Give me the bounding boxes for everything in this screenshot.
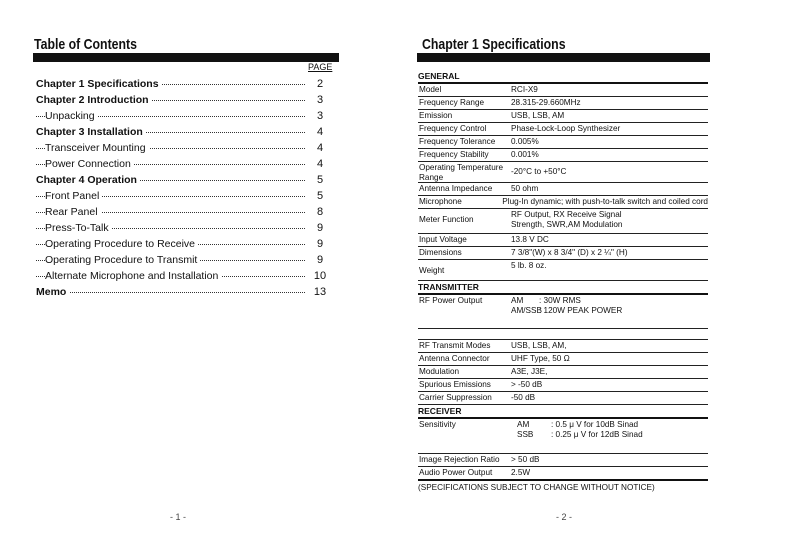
- leader-dots: [36, 292, 305, 293]
- toc-entry[interactable]: Memo 13: [36, 286, 327, 298]
- spec-row: Frequency Stability 0.001%: [418, 149, 708, 162]
- toc-title: Table of Contents: [34, 36, 137, 53]
- toc-entry[interactable]: Chapter 2 Introduction 3: [36, 94, 324, 106]
- spec-row: Modulation A3E, J3E,: [418, 366, 708, 379]
- spec-row: Audio Power Output 2.5W: [418, 467, 708, 481]
- spec-note: (SPECIFICATIONS SUBJECT TO CHANGE WITHOUT NOTICE): [418, 483, 655, 493]
- toc-entry[interactable]: Unpacking 3: [36, 108, 331, 124]
- spec-row: RF Transmit Modes USB, LSB, AM,: [418, 339, 708, 353]
- spec-row: Frequency Control Phase-Lock-Loop Synthesizer: [418, 123, 708, 136]
- receiver-header: RECEIVER: [418, 405, 708, 419]
- spec-title: Chapter 1 Specifications: [422, 36, 566, 53]
- spec-title-bar: [417, 53, 710, 62]
- toc-entry[interactable]: Alternate Microphone and Installation 10: [36, 268, 331, 284]
- toc-entry[interactable]: Rear Panel 8: [36, 204, 331, 220]
- toc-list: [36, 76, 331, 300]
- toc-entry[interactable]: Power Connection 4: [36, 156, 331, 172]
- toc-title-bar: [33, 53, 339, 62]
- toc-entry[interactable]: Operating Procedure to Transmit 9: [36, 252, 331, 268]
- spec-row: Weight 5 lb. 8 oz.: [418, 260, 708, 281]
- spec-row: Microphone Plug-In dynamic; with push-to-talk switch and coiled cord: [418, 196, 708, 209]
- right-page-number: - 2 -: [556, 512, 573, 522]
- spec-row: Frequency Range 28.315-29.660MHz: [418, 97, 708, 110]
- toc-page-header: PAGE: [308, 62, 333, 72]
- spec-row: Meter Function RF Output, RX Receive Signal Strength, SWR,AM Modulation: [418, 209, 708, 234]
- toc-entry[interactable]: Transceiver Mounting 4: [36, 140, 331, 156]
- toc-entry[interactable]: Chapter 3 Installation 4: [36, 126, 324, 138]
- spec-row: Antenna Impedance 50 ohm: [418, 183, 708, 196]
- spec-row: Model RCI-X9: [418, 84, 708, 97]
- spec-row: Sensitivity AM : 0.5 μ V for 10dB Sinad SSB : 0.25 μ V for 12dB Sinad: [419, 420, 643, 440]
- toc-entry[interactable]: Chapter 4 Operation 5: [36, 174, 324, 186]
- spec-row: Image Rejection Ratio > 50 dB: [418, 453, 708, 467]
- spec-table: [418, 70, 708, 493]
- spec-row: Dimensions 7 3/8"(W) x 8 3/4" (D) x 2 ¼" (H): [418, 247, 708, 260]
- toc-entry[interactable]: Front Panel 5: [36, 188, 331, 204]
- spec-row: Input Voltage 13.8 V DC: [418, 234, 708, 247]
- spec-row: Antenna Connector UHF Type, 50 Ω: [418, 353, 708, 366]
- left-page-number: - 1 -: [170, 512, 187, 522]
- spec-row: Carrier Suppression -50 dB: [418, 392, 708, 405]
- transmitter-header: TRANSMITTER: [418, 281, 708, 295]
- toc-entry[interactable]: Press-To-Talk 9: [36, 220, 331, 236]
- toc-entry[interactable]: Operating Procedure to Receive 9: [36, 236, 331, 252]
- spec-row: Frequency Tolerance 0.005%: [418, 136, 708, 149]
- toc-entry[interactable]: Chapter 1 Specifications 2: [36, 78, 324, 90]
- spec-row: RF Power Output AM : 30W RMS AM/SSB: 120W PEAK POWER: [418, 295, 708, 329]
- spec-row: Operating Temperature Range -20°C to +50°C: [418, 162, 708, 183]
- general-header: GENERAL: [418, 70, 708, 84]
- spec-row: Spurious Emissions > -50 dB: [418, 379, 708, 392]
- spec-row: Emission USB, LSB, AM: [418, 110, 708, 123]
